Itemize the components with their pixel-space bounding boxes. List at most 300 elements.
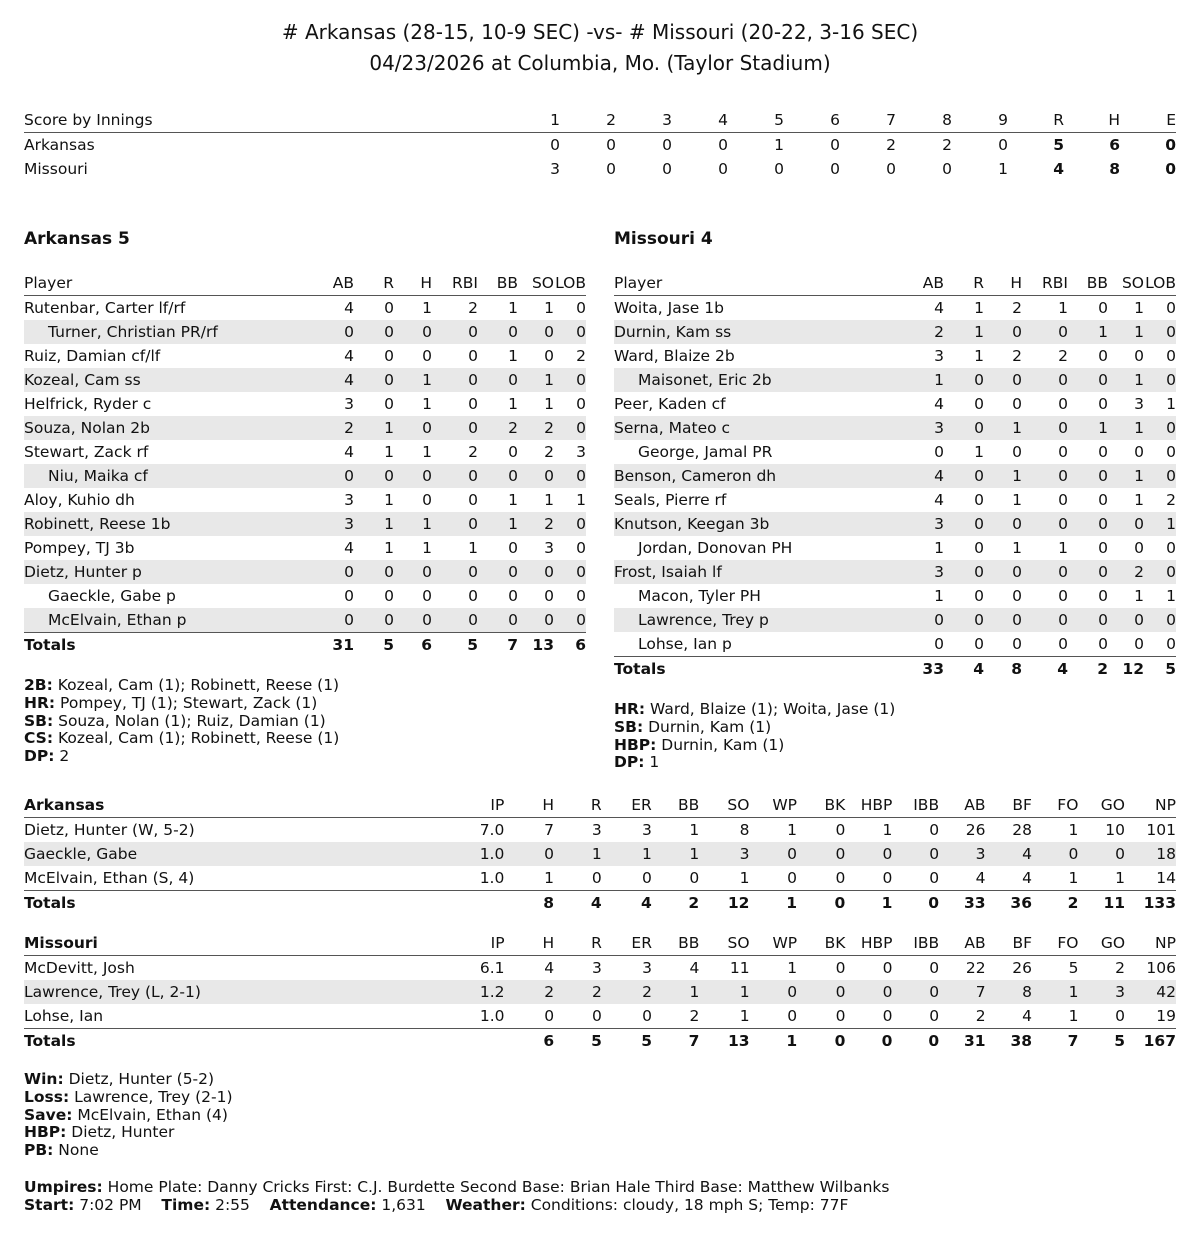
pitcher-stat: 1 <box>787 959 798 977</box>
player-stat: 1 <box>468 539 478 557</box>
player-stat: 3 <box>544 539 554 557</box>
pitcher-stat: 4 <box>1022 869 1032 887</box>
pitching-col-header: FO <box>1032 931 1078 956</box>
totals-stat <box>460 1029 505 1054</box>
pitcher-stat: 0 <box>787 869 798 887</box>
player-row <box>24 464 586 488</box>
player-name: Robinett, Reese 1b <box>24 512 314 536</box>
player-stat: 2 <box>1058 347 1068 365</box>
player-stat: 0 <box>1022 320 1068 344</box>
player-stat: 2 <box>1012 347 1022 365</box>
linescore-col-header: 2 <box>560 108 616 133</box>
pitcher-stat: 0 <box>929 959 940 977</box>
pitcher-stat: 106 <box>1146 959 1176 977</box>
player-stat: 3 <box>1134 395 1144 413</box>
player-stat: 2 <box>544 443 554 461</box>
player-stat: 4 <box>904 464 944 488</box>
pitcher-stat: 3 <box>591 821 602 839</box>
totals-stat: 5 <box>602 1029 652 1054</box>
player-stat: 0 <box>554 320 586 344</box>
player-stat: 0 <box>1012 587 1022 605</box>
pitcher-stat: 0 <box>835 959 846 977</box>
linescore-cell: 1 <box>774 136 784 154</box>
batting-col-header: RBI <box>1022 271 1068 296</box>
pitcher-stat: 1.0 <box>479 869 505 887</box>
player-row <box>614 560 1176 584</box>
player-stat: 1 <box>1134 491 1144 509</box>
player-stat: 0 <box>1144 368 1176 392</box>
pitcher-stat: 2 <box>602 980 652 1004</box>
player-stat: 1 <box>354 512 394 536</box>
pitcher-stat: 7.0 <box>479 821 505 839</box>
totals-stat: 31 <box>939 1029 985 1054</box>
pitcher-stat: 3 <box>939 842 985 866</box>
player-stat: 0 <box>1134 347 1144 365</box>
totals-stat: 1 <box>750 1029 798 1054</box>
player-stat: 1 <box>508 347 518 365</box>
player-stat: 0 <box>314 608 354 633</box>
pitching-col-header: SO <box>699 793 749 818</box>
player-row <box>614 632 1176 657</box>
player-stat: 0 <box>1012 635 1022 653</box>
player-stat: 3 <box>904 416 944 440</box>
linescore-cell: 4 <box>1053 160 1064 178</box>
pitcher-stat: 14 <box>1156 869 1176 887</box>
note-text: 1 <box>644 753 660 772</box>
player-name: Macon, Tyler PH <box>638 587 761 605</box>
batting-col-header: SO <box>1108 271 1144 296</box>
pitcher-stat: 0 <box>835 821 846 839</box>
linescore-cell: 0 <box>718 136 728 154</box>
player-row <box>614 488 1176 512</box>
player-name: George, Jamal PR <box>638 443 773 461</box>
pitcher-stat: 22 <box>965 959 986 977</box>
linescore-cell: 0 <box>886 160 896 178</box>
player-stat: 0 <box>1144 464 1176 488</box>
away-batting-table <box>24 271 586 657</box>
player-stat: 0 <box>1058 491 1068 509</box>
player-stat: 0 <box>554 368 586 392</box>
linescore-cell: 6 <box>1109 136 1120 154</box>
player-stat: 1 <box>384 443 394 461</box>
player-stat: 0 <box>1098 491 1108 509</box>
pitcher-stat: 1.0 <box>460 842 505 866</box>
pitcher-stat: 0 <box>835 1007 846 1025</box>
player-stat: 1 <box>1134 587 1144 605</box>
player-stat: 2 <box>468 299 478 317</box>
linescore-cell: 0 <box>830 136 840 154</box>
player-stat: 0 <box>394 416 432 440</box>
player-stat: 0 <box>554 512 586 536</box>
linescore-col-header: 5 <box>728 108 784 133</box>
player-name: Peer, Kaden cf <box>614 395 726 413</box>
batting-header-row <box>614 271 1176 296</box>
player-stat: 0 <box>1022 512 1068 536</box>
pitcher-stat: 1 <box>1032 980 1078 1004</box>
player-stat: 0 <box>1108 512 1144 536</box>
player-stat: 0 <box>432 512 478 536</box>
totals-stat: 0 <box>892 891 939 916</box>
player-stat: 1 <box>422 539 432 557</box>
batting-col-header: BB <box>478 271 518 296</box>
player-stat: 2 <box>518 512 554 536</box>
player-stat: 0 <box>468 395 478 413</box>
note-label: HR: <box>614 700 646 718</box>
totals-stat: 6 <box>505 1029 555 1054</box>
pitcher-stat: 4 <box>986 842 1032 866</box>
player-stat: 0 <box>354 560 394 584</box>
player-stat: 2 <box>1166 491 1176 509</box>
note-line <box>614 701 895 719</box>
player-stat: 1 <box>422 299 432 317</box>
pitcher-stat: 3 <box>1078 980 1125 1004</box>
player-row <box>24 608 586 633</box>
player-stat: 0 <box>422 587 432 605</box>
linescore-cell: 0 <box>1165 136 1176 154</box>
linescore-cell: 0 <box>550 136 560 154</box>
player-stat: 3 <box>344 395 354 413</box>
player-stat: 0 <box>1058 635 1068 653</box>
player-row <box>24 392 586 416</box>
pitching-col-header: BK <box>797 793 845 818</box>
away-batting-notes <box>24 677 339 766</box>
pitcher-stat: 1 <box>739 1007 750 1025</box>
player-stat: 0 <box>1022 368 1068 392</box>
pitcher-stat: 2 <box>554 980 602 1004</box>
player-stat: 0 <box>1166 299 1176 317</box>
player-row <box>24 320 586 344</box>
pitcher-stat: 1 <box>689 821 700 839</box>
player-stat: 0 <box>1134 539 1144 557</box>
player-stat: 0 <box>384 587 394 605</box>
pitcher-stat: 1 <box>787 821 798 839</box>
pitching-col-header: NP <box>1125 793 1176 818</box>
linescore-cell: 0 <box>606 160 616 178</box>
linescore-col-header: 6 <box>784 108 840 133</box>
player-stat: 4 <box>934 491 944 509</box>
pitcher-row <box>24 1004 1176 1029</box>
player-row <box>24 344 586 368</box>
pitcher-stat: 10 <box>1105 821 1126 839</box>
pitcher-stat: 1 <box>544 869 554 887</box>
linescore-cell: 0 <box>662 160 672 178</box>
note-text: Dietz, Hunter <box>66 1123 175 1142</box>
totals-label: Totals <box>614 657 904 682</box>
player-stat: 0 <box>934 443 944 461</box>
player-stat: 4 <box>344 347 354 365</box>
totals-stat: 4 <box>602 891 652 916</box>
player-stat: 1 <box>1108 416 1144 440</box>
player-stat: 0 <box>354 320 394 344</box>
player-stat: 0 <box>1144 560 1176 584</box>
pitcher-stat: 0 <box>835 869 846 887</box>
note-line <box>24 1107 233 1125</box>
player-stat: 0 <box>1058 587 1068 605</box>
totals-stat: 11 <box>1078 891 1125 916</box>
pitching-col-header: BB <box>652 931 699 956</box>
totals-stat: 7 <box>652 1029 699 1054</box>
player-stat: 1 <box>934 539 944 557</box>
player-stat: 0 <box>984 608 1022 632</box>
pitcher-stat: 3 <box>642 959 652 977</box>
player-stat: 0 <box>1166 539 1176 557</box>
pitcher-stat: 1 <box>554 842 602 866</box>
pitcher-stat: 0 <box>1032 842 1078 866</box>
player-stat: 0 <box>394 320 432 344</box>
player-stat: 0 <box>1068 512 1108 536</box>
pitcher-stat: 7 <box>544 821 554 839</box>
note-label: CS: <box>24 729 54 748</box>
player-stat: 0 <box>1134 443 1144 461</box>
linescore-cell: 0 <box>718 160 728 178</box>
note-label: Win: <box>24 1070 64 1088</box>
totals-stat: 5 <box>554 1029 602 1054</box>
note-line <box>614 754 895 772</box>
player-stat: 1 <box>1134 299 1144 317</box>
totals-stat: 0 <box>892 1029 939 1054</box>
player-stat: 0 <box>944 416 984 440</box>
linescore-row <box>24 157 1176 181</box>
player-stat: 1 <box>544 395 554 413</box>
pitcher-stat: 0 <box>797 980 845 1004</box>
player-stat: 0 <box>974 491 984 509</box>
totals-stat: 8 <box>504 891 554 916</box>
pitcher-stat: 2 <box>505 980 555 1004</box>
linescore-cell: 0 <box>942 160 952 178</box>
player-stat: 1 <box>508 395 518 413</box>
player-stat: 0 <box>1166 443 1176 461</box>
player-stat: 0 <box>354 464 394 488</box>
player-stat: 0 <box>974 539 984 557</box>
player-stat: 0 <box>432 416 478 440</box>
batting-header-row <box>24 271 586 296</box>
player-stat: 0 <box>984 368 1022 392</box>
player-stat: 1 <box>1068 320 1108 344</box>
player-stat: 1 <box>518 368 554 392</box>
player-stat: 1 <box>1108 368 1144 392</box>
player-row <box>614 440 1176 464</box>
player-stat: 1 <box>384 491 394 509</box>
pitcher-stat: 1 <box>652 842 699 866</box>
player-stat: 3 <box>314 512 354 536</box>
player-stat: 4 <box>314 368 354 392</box>
player-stat: 0 <box>944 608 984 632</box>
batting-totals-row <box>24 633 586 658</box>
player-stat: 0 <box>1022 608 1068 632</box>
player-name: Souza, Nolan 2b <box>24 416 314 440</box>
totals-stat: 0 <box>845 1029 892 1054</box>
linescore-col-header: 7 <box>840 108 896 133</box>
pitcher-stat: 3 <box>591 959 602 977</box>
player-name: Kozeal, Cam ss <box>24 368 314 392</box>
player-stat: 0 <box>904 608 944 632</box>
player-stat: 1 <box>1068 416 1108 440</box>
player-stat: 0 <box>468 587 478 605</box>
pitching-totals-row <box>24 1029 1176 1054</box>
note-label: SB: <box>614 717 644 736</box>
totals-stat: 33 <box>939 891 985 916</box>
player-row <box>24 440 586 464</box>
pitcher-stat: 4 <box>689 959 700 977</box>
pitching-col-header: IP <box>460 931 505 956</box>
pitcher-stat: 0 <box>591 869 602 887</box>
pitcher-stat: 0 <box>504 842 554 866</box>
pitching-col-header: R <box>554 793 602 818</box>
player-stat: 0 <box>508 443 518 461</box>
player-row <box>24 584 586 608</box>
totals-stat: 12 <box>1108 657 1144 682</box>
player-stat: 4 <box>344 539 354 557</box>
player-stat: 1 <box>1108 464 1144 488</box>
player-stat: 0 <box>1022 560 1068 584</box>
pitcher-stat: 6.1 <box>479 959 505 977</box>
pitcher-stat: 1 <box>739 869 750 887</box>
player-row <box>24 536 586 560</box>
totals-stat: 4 <box>944 657 984 682</box>
batting-col-header: H <box>394 271 432 296</box>
player-stat: 0 <box>394 608 432 633</box>
player-stat: 0 <box>576 539 586 557</box>
totals-stat: 167 <box>1125 1029 1176 1054</box>
player-row <box>614 584 1176 608</box>
totals-stat: 31 <box>314 633 354 658</box>
player-stat: 0 <box>1068 464 1108 488</box>
pitching-col-header: BF <box>986 931 1032 956</box>
linescore-col-header: H <box>1064 108 1120 133</box>
player-stat: 0 <box>1012 395 1022 413</box>
player-row <box>614 536 1176 560</box>
linescore-cell: 2 <box>886 136 896 154</box>
player-stat: 0 <box>1144 416 1176 440</box>
pitcher-stat: 0 <box>882 1007 893 1025</box>
player-stat: 1 <box>508 491 518 509</box>
linescore-col-header: R <box>1008 108 1064 133</box>
player-stat: 0 <box>478 464 518 488</box>
totals-stat: 33 <box>904 657 944 682</box>
totals-label: Totals <box>24 633 314 658</box>
pitcher-stat: 1 <box>699 980 749 1004</box>
totals-stat: 2 <box>1032 891 1078 916</box>
pitcher-stat: 7 <box>939 980 985 1004</box>
player-stat: 0 <box>478 320 518 344</box>
player-stat: 0 <box>576 587 586 605</box>
player-stat: 0 <box>354 608 394 633</box>
linescore-team: Arkansas <box>24 136 95 154</box>
player-stat: 4 <box>934 395 944 413</box>
player-row <box>24 488 586 512</box>
player-stat: 0 <box>974 395 984 413</box>
note-label: DP: <box>24 747 55 766</box>
linescore-cell: 1 <box>998 160 1008 178</box>
player-stat: 0 <box>1098 395 1108 413</box>
player-stat: 0 <box>1108 608 1144 632</box>
pitcher-stat: 0 <box>750 980 798 1004</box>
pitcher-stat: 0 <box>929 869 940 887</box>
pitching-col-header: SO <box>699 931 749 956</box>
pitching-col-header: GO <box>1078 793 1125 818</box>
pitcher-stat: 0 <box>749 842 797 866</box>
totals-stat: 38 <box>986 1029 1032 1054</box>
pitcher-stat: 5 <box>1068 959 1079 977</box>
pitching-col-header: BF <box>986 793 1032 818</box>
player-stat: 3 <box>576 443 586 461</box>
player-stat: 0 <box>518 464 554 488</box>
player-name: Maisonet, Eric 2b <box>614 368 904 392</box>
player-stat: 0 <box>1068 560 1108 584</box>
pitching-col-header: NP <box>1125 931 1176 956</box>
totals-stat: 7 <box>478 633 518 658</box>
away-team-title: Arkansas 5 <box>24 229 130 249</box>
pitcher-stat: 2 <box>1115 959 1126 977</box>
pitching-col-header: HBP <box>845 931 892 956</box>
totals-stat: 13 <box>518 633 554 658</box>
player-stat: 1 <box>354 416 394 440</box>
note-text: McElvain, Ethan (4) <box>72 1105 228 1124</box>
pitcher-name: McDevitt, Josh <box>24 959 135 977</box>
player-row <box>614 368 1176 392</box>
totals-stat: 12 <box>699 891 749 916</box>
linescore-title: Score by Innings <box>24 108 504 133</box>
player-stat: 2 <box>518 416 554 440</box>
linescore-col-header: 4 <box>672 108 728 133</box>
pitching-col-header: IP <box>460 793 505 818</box>
player-stat: 0 <box>1098 299 1108 317</box>
player-stat: 0 <box>394 464 432 488</box>
player-stat: 0 <box>1098 443 1108 461</box>
note-text: 2 <box>54 747 70 766</box>
player-stat: 1 <box>1144 512 1176 536</box>
player-stat: 1 <box>974 299 984 317</box>
note-line <box>24 713 339 731</box>
note-line <box>24 695 339 713</box>
totals-label: Totals <box>24 891 460 916</box>
player-stat: 3 <box>344 491 354 509</box>
pitcher-stat: 0 <box>591 1007 602 1025</box>
totals-stat: 4 <box>554 891 602 916</box>
linescore-cell: 5 <box>1053 136 1064 154</box>
note-label: Loss: <box>24 1087 70 1106</box>
linescore-col-header: 1 <box>504 108 560 133</box>
player-stat: 1 <box>1166 587 1176 605</box>
player-stat: 0 <box>576 395 586 413</box>
pitching-col-header: BK <box>797 931 845 956</box>
player-row <box>614 608 1176 632</box>
totals-stat: 5 <box>1144 657 1176 682</box>
player-stat: 0 <box>432 608 478 633</box>
player-stat: 0 <box>432 560 478 584</box>
pitching-col-header: AB <box>939 931 985 956</box>
player-stat: 0 <box>422 347 432 365</box>
pitcher-name: McElvain, Ethan (S, 4) <box>24 869 195 887</box>
totals-stat: 6 <box>394 633 432 658</box>
batting-col-header: LOB <box>1144 271 1176 296</box>
note-line <box>24 1124 233 1142</box>
player-name: Durnin, Kam ss <box>614 320 904 344</box>
pitcher-stat: 0 <box>641 869 652 887</box>
pitcher-stat: 0 <box>845 842 892 866</box>
player-stat: 1 <box>422 395 432 413</box>
note-label: Save: <box>24 1105 73 1124</box>
player-stat: 1 <box>478 512 518 536</box>
player-stat: 0 <box>468 347 478 365</box>
player-name: Gaeckle, Gabe p <box>48 587 176 605</box>
player-stat: 0 <box>1166 635 1176 653</box>
player-row <box>614 464 1176 488</box>
pitcher-stat: 1 <box>1115 869 1126 887</box>
batting-col-header: AB <box>314 271 354 296</box>
batting-col-header: BB <box>1068 271 1108 296</box>
player-stat: 0 <box>1144 608 1176 632</box>
